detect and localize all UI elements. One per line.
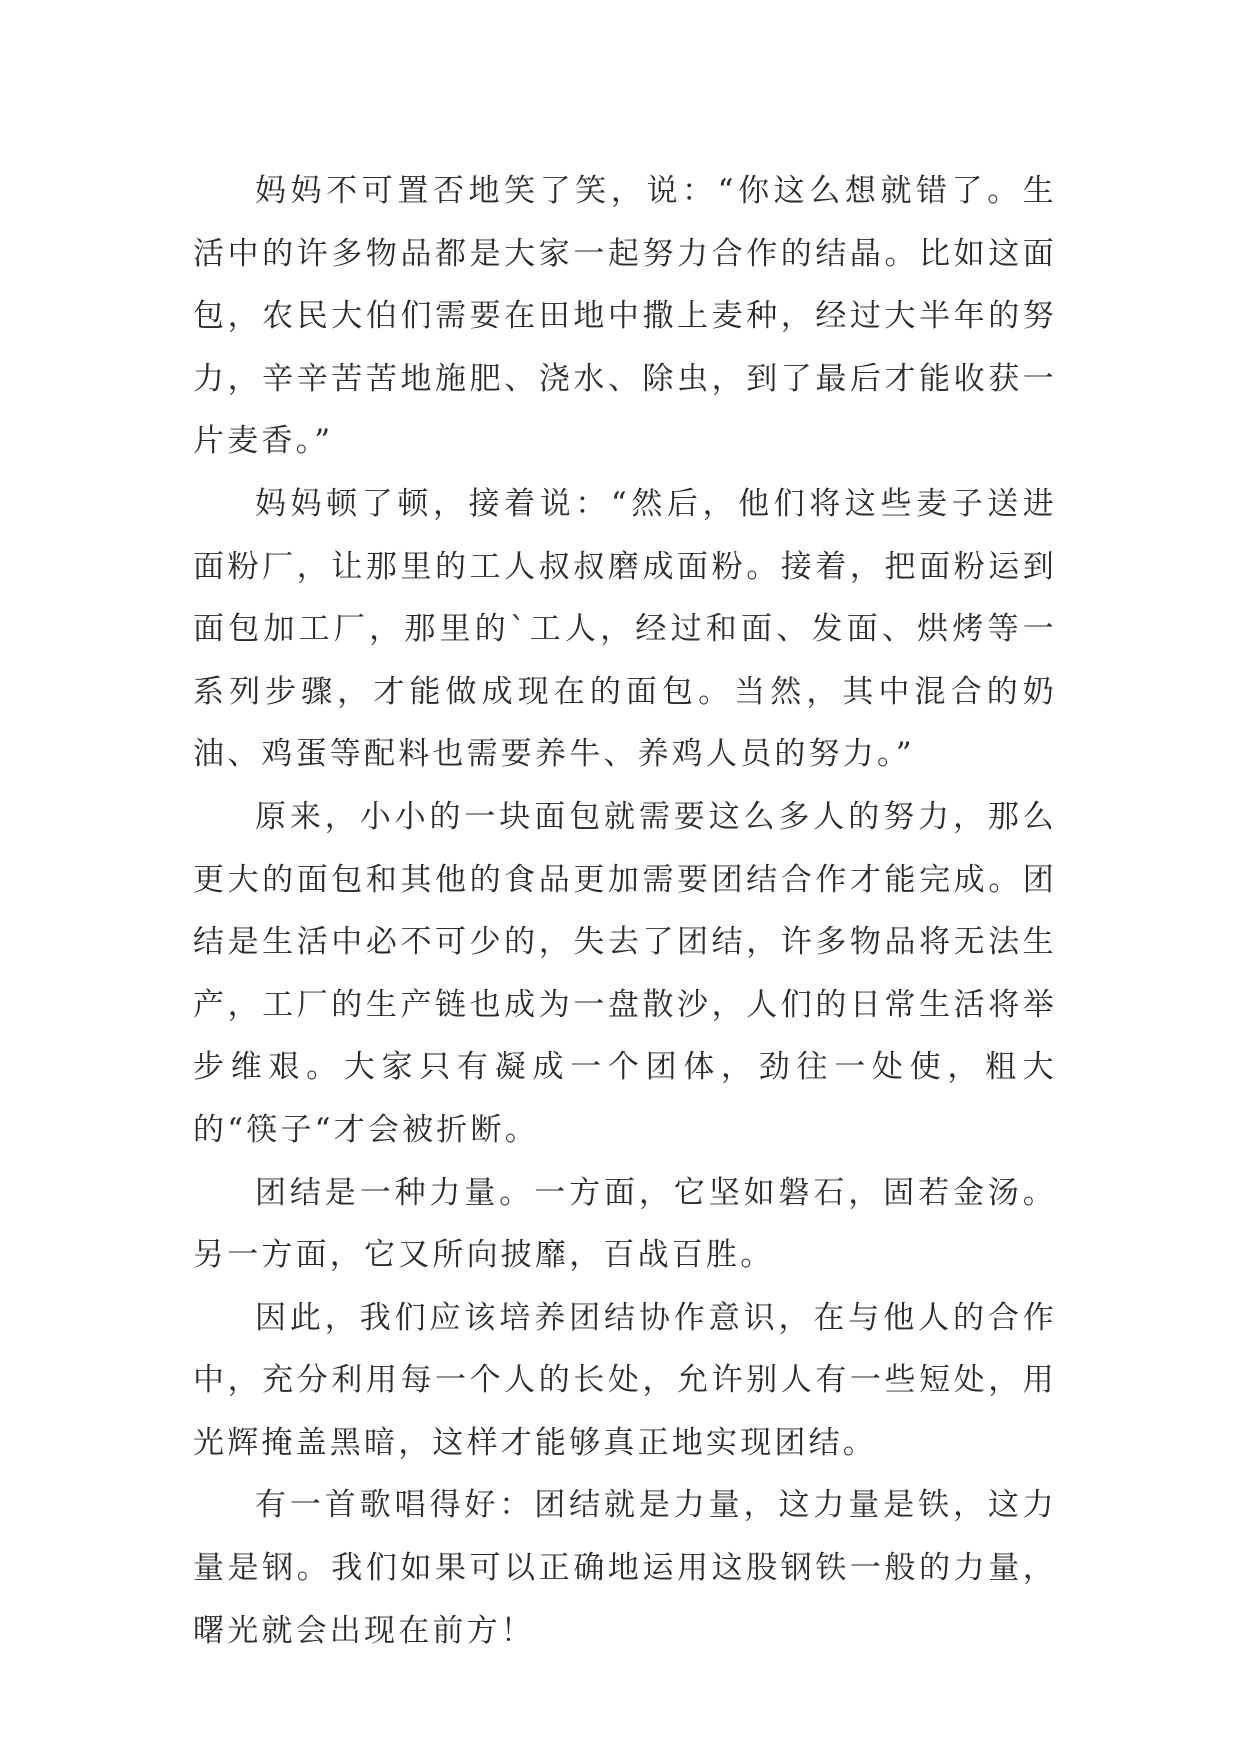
paragraph-6: 有一首歌唱得好：团结就是力量，这力量是铁，这力量是钢。我们如果可以正确地运用这股钢铁一般的力量，曙光就会出现在前方！ <box>193 1487 1057 1649</box>
paragraph-1: 妈妈不可置否地笑了笑，说：“你这么想就错了。生活中的许多物品都是大家一起努力合作的结晶。比如这面包，农民大伯们需要在田地中撒上麦种，经过大半年的努力，辛辛苦苦地施肥、浇水、除虫，到了最后才能收获一片麦香。” <box>193 173 1057 460</box>
paragraph-3: 原来，小小的一块面包就需要这么多人的努力，那么更大的面包和其他的食品更加需要团结合作才能完成。团结是生活中必不可少的，失去了团结，许多物品将无法生产，工厂的生产链也成为一盘散沙，人们的日常生活将举步维艰。大家只有凝成一个团体，劲往一处使，粗大的“筷子“才会被折断。 <box>193 798 1057 1148</box>
paragraph-2: 妈妈顿了顿，接着说：“然后，他们将这些麦子送进面粉厂，让那里的工人叔叔磨成面粉。接着，把面粉运到面包加工厂，那里的`工人，经过和面、发面、烘烤等一系列步骤，才能做成现在的面包。当然，其中混合的奶油、鸡蛋等配料也需要养牛、养鸡人员的努力。” <box>193 485 1057 773</box>
document-body <box>193 160 1057 1662</box>
paragraph-5: 因此，我们应该培养团结协作意识，在与他人的合作中，充分利用每一个人的长处，允许别人有一些短处，用光辉掩盖黑暗，这样才能够真正地实现团结。 <box>193 1299 1057 1461</box>
paragraph-4: 团结是一种力量。一方面，它坚如磐石，固若金汤。另一方面，它又所向披靡，百战百胜。 <box>193 1174 1057 1274</box>
